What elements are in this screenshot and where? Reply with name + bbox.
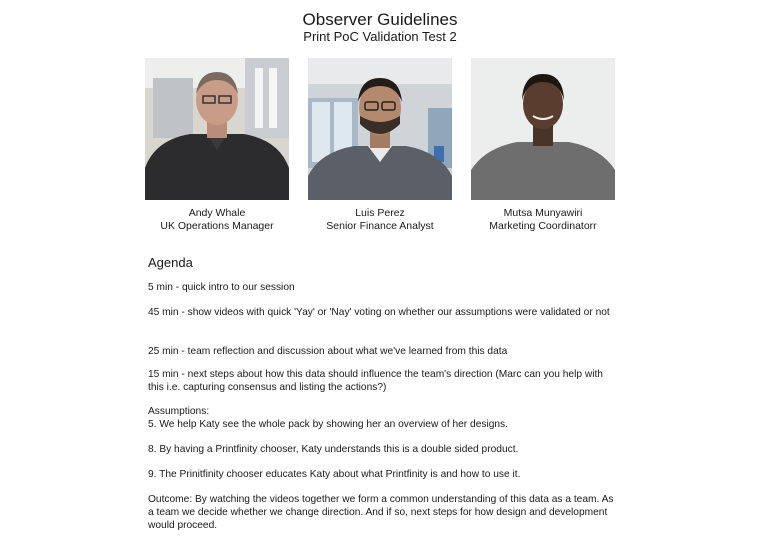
document-subtitle: Print PoC Validation Test 2 [303, 29, 457, 44]
agenda-item: 5 min - quick intro to our session [148, 282, 295, 293]
agenda-item: 15 min - next steps about how this data should influence the team's direction (Marc can you help with this i.e. capturing consensus and listing the actions?) [148, 369, 603, 393]
observer-role: UK Operations Manager [160, 220, 274, 232]
agenda-heading: Agenda [148, 255, 193, 270]
assumption-item: 8. By having a Printfinity chooser, Katy understands this is a double sided product. [148, 444, 519, 455]
document-title: Observer Guidelines [302, 10, 458, 29]
observer-card-mutsa [471, 58, 617, 233]
agenda-item: 25 min - team reflection and discussion about what we've learned from this data [148, 346, 508, 357]
observer-name: Andy Whale [188, 207, 246, 219]
observer-card-luis [308, 58, 454, 233]
assumption-item: 5. We help Katy see the whole pack by showing her an overview of her designs. [148, 419, 508, 430]
observer-photo [471, 58, 615, 200]
observer-role: Senior Finance Analyst [326, 220, 434, 232]
assumption-item: 9. The Prinitfinity chooser educates Katy about what Printfinity is and how to use it. [148, 469, 521, 480]
observer-role: Marketing Coordinatorr [489, 220, 597, 232]
observer-name: Luis Perez [355, 207, 405, 219]
assumptions-block [148, 405, 620, 431]
agenda-item: 45 min - show videos with quick 'Yay' or 'Nay' voting on whether our assumptions were validated or not [148, 307, 610, 318]
observer-photo [145, 58, 289, 200]
assumptions-heading: Assumptions: [148, 406, 210, 417]
observer-card-andy [145, 58, 291, 233]
observer-name: Mutsa Munyawiri [503, 207, 583, 219]
outcome-text: Outcome: By watching the videos together we form a common understanding of this data as a team. As a team we decide whether we change direction. And if so, next steps for how design and development would proceed. [148, 494, 614, 531]
observer-photo [308, 58, 452, 200]
